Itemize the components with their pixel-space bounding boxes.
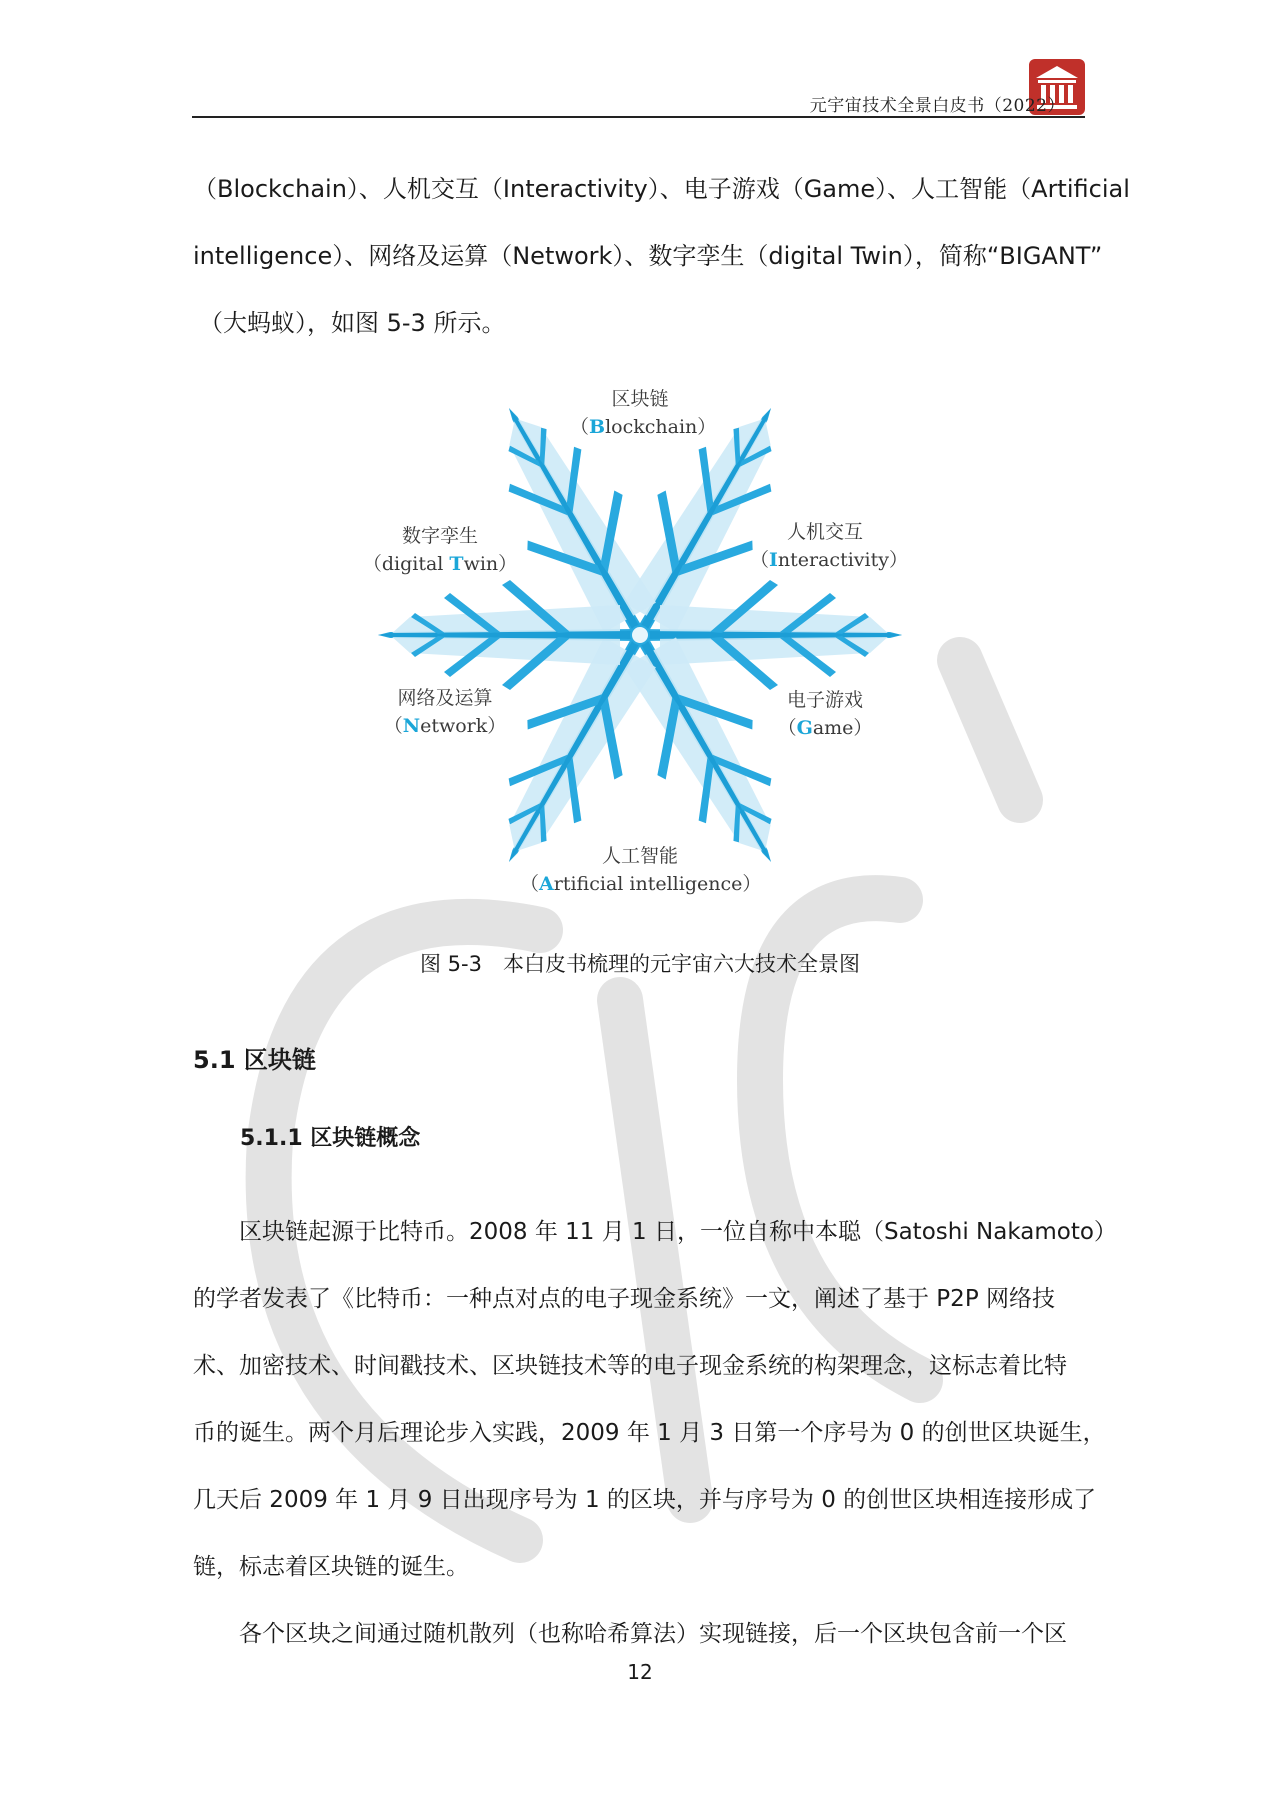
body-line: 的学者发表了《比特币：一种点对点的电子现金系统》一文，阐述了基于 P2P 网络技 — [193, 1286, 1055, 1312]
header-rule — [192, 116, 1085, 118]
label-interactivity: 人机交互 （Interactivity） — [750, 521, 908, 571]
header-title: 元宇宙技术全景白皮书（2022） — [809, 96, 1065, 116]
section-heading: 5.1 区块链 — [193, 1046, 316, 1074]
intro-line: （Blockchain）、人机交互（Interactivity）、电子游戏（Game）、人工智能（Artificial — [193, 175, 1130, 203]
label-network: 网络及运算 （Network） — [383, 687, 507, 737]
body-line: 几天后 2009 年 1 月 9 日出现序号为 1 的区块，并与序号为 0 的创世区块相连接形成了 — [193, 1487, 1097, 1513]
body-line: 链，标志着区块链的诞生。 — [193, 1554, 469, 1580]
subsection-heading: 5.1.1 区块链概念 — [240, 1126, 421, 1151]
body-line: 区块链起源于比特币。2008 年 11 月 1 日，一位自称中本聪（Satoshi Nakamoto） — [193, 1219, 1117, 1245]
page-number: 12 — [627, 1660, 653, 1684]
intro-paragraph — [193, 156, 1130, 357]
snowflake-graphic — [340, 380, 940, 900]
body-line: 各个区块之间通过随机散列（也称哈希算法）实现链接，后一个区块包含前一个区 — [193, 1621, 1067, 1647]
label-twin: 数字孪生 （digital Twin） — [362, 525, 518, 575]
body-paragraphs — [193, 1199, 1117, 1668]
label-blockchain: 区块链 （Blockchain） — [570, 388, 717, 438]
intro-line: intelligence）、网络及运算（Network）、数字孪生（digital Twin），简称“BIGANT” — [193, 242, 1103, 270]
watermark-dot — [960, 660, 1020, 800]
intro-line: （大蚂蚁），如图 5-3 所示。 — [199, 309, 506, 337]
body-line: 术、加密技术、时间戳技术、区块链技术等的电子现金系统的构架理念，这标志着比特 — [193, 1353, 1067, 1379]
snowflake-figure — [340, 380, 940, 900]
figure-caption: 图 5-3 本白皮书梳理的元宇宙六大技术全景图 — [420, 952, 860, 976]
body-line: 币的诞生。两个月后理论步入实践，2009 年 1 月 3 日第一个序号为 0 的创世区块诞生， — [193, 1420, 1106, 1446]
label-game: 电子游戏 （Game） — [777, 689, 873, 739]
label-ai: 人工智能 （Artificial intelligence） — [520, 845, 762, 895]
